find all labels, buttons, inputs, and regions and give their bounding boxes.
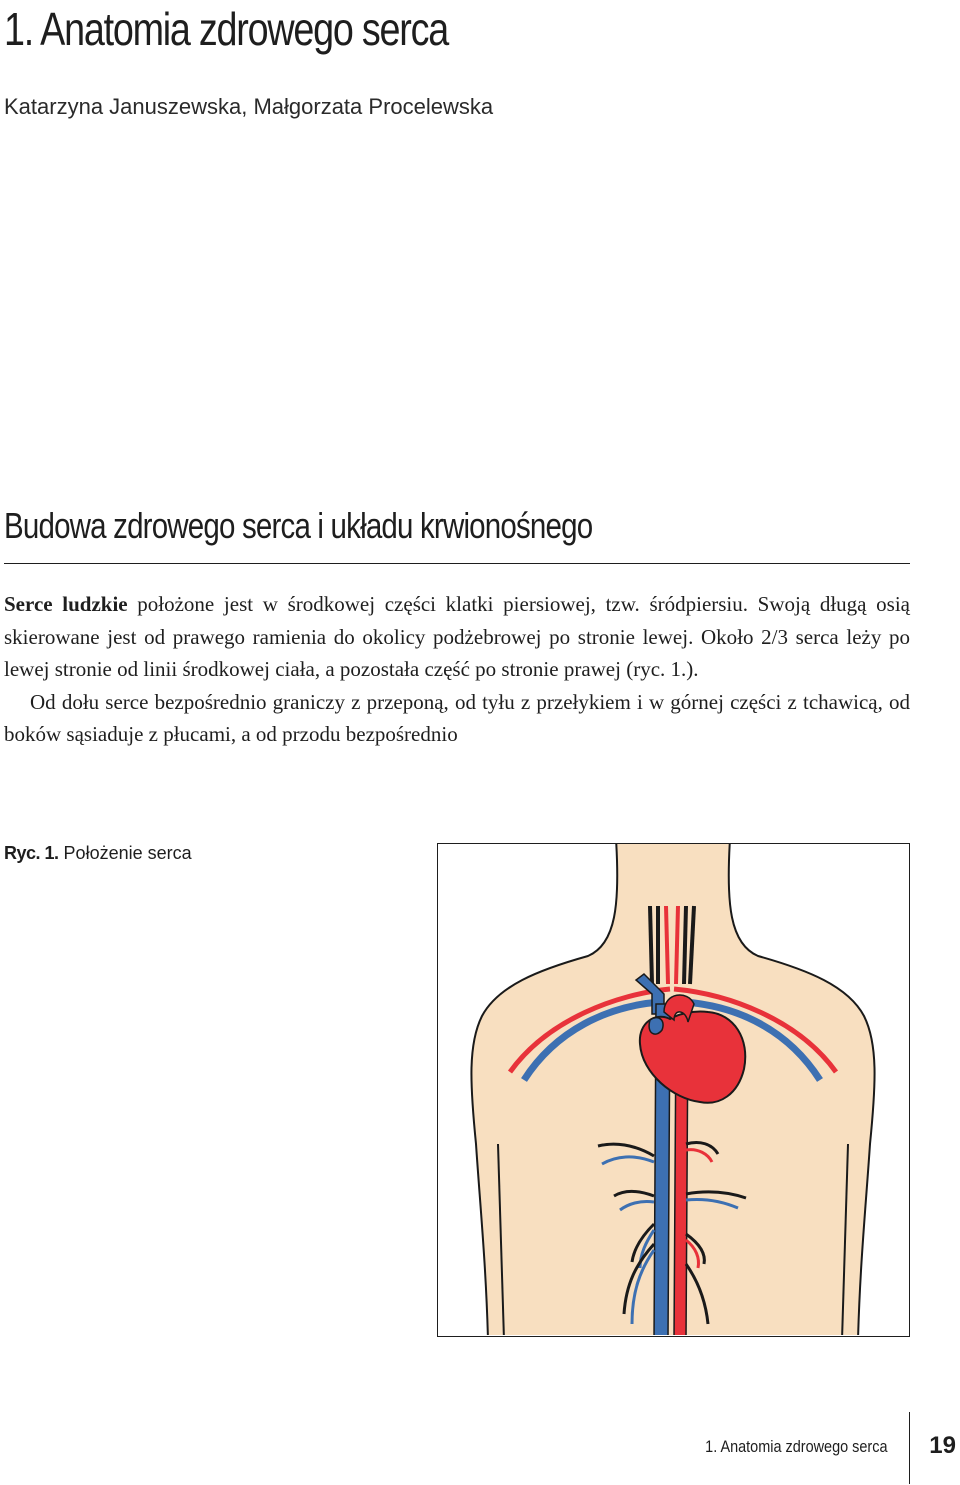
figure-caption [4, 843, 192, 864]
paragraph-1-text: położone jest w środkowej części klatki piersiowej, tzw. śródpiersiu. Swoją długą osią skierowane jest od prawego ramienia do okolicy podżebrowej po stronie lewej. Około 2/3 serca leży po lewej stronie od linii środkowej ciała, a pozostała część po stronie prawej (ryc. 1.). [4, 592, 910, 681]
heart-auricle [649, 1018, 663, 1034]
figure-heart-position [437, 843, 910, 1337]
heart-circulation-illustration [438, 844, 908, 1335]
section-title: Budowa zdrowego serca i układu krwionośnego [4, 505, 593, 546]
paragraph-2: Od dołu serce bezpośrednio graniczy z przeponą, od tyłu z przełykiem i w górnej części z tchawicą, od boków sąsiaduje z płucami, a od przodu bezpośrednio [4, 689, 910, 746]
figure-caption-text: Położenie serca [58, 843, 192, 863]
page-number: 19 [929, 1432, 956, 1459]
footer-divider [909, 1412, 910, 1484]
section-divider [4, 563, 910, 564]
figure-label: Ryc. 1. [4, 843, 59, 863]
running-title: 1. Anatomia zdrowego serca [705, 1437, 888, 1456]
body-text [4, 588, 910, 751]
chapter-authors: Katarzyna Januszewska, Małgorzata Procelewska [4, 94, 494, 119]
paragraph-1-bold-term: Serce ludzkie [4, 592, 128, 616]
chapter-title: 1. Anatomia zdrowego serca [4, 3, 448, 55]
paragraph-1 [4, 588, 910, 686]
